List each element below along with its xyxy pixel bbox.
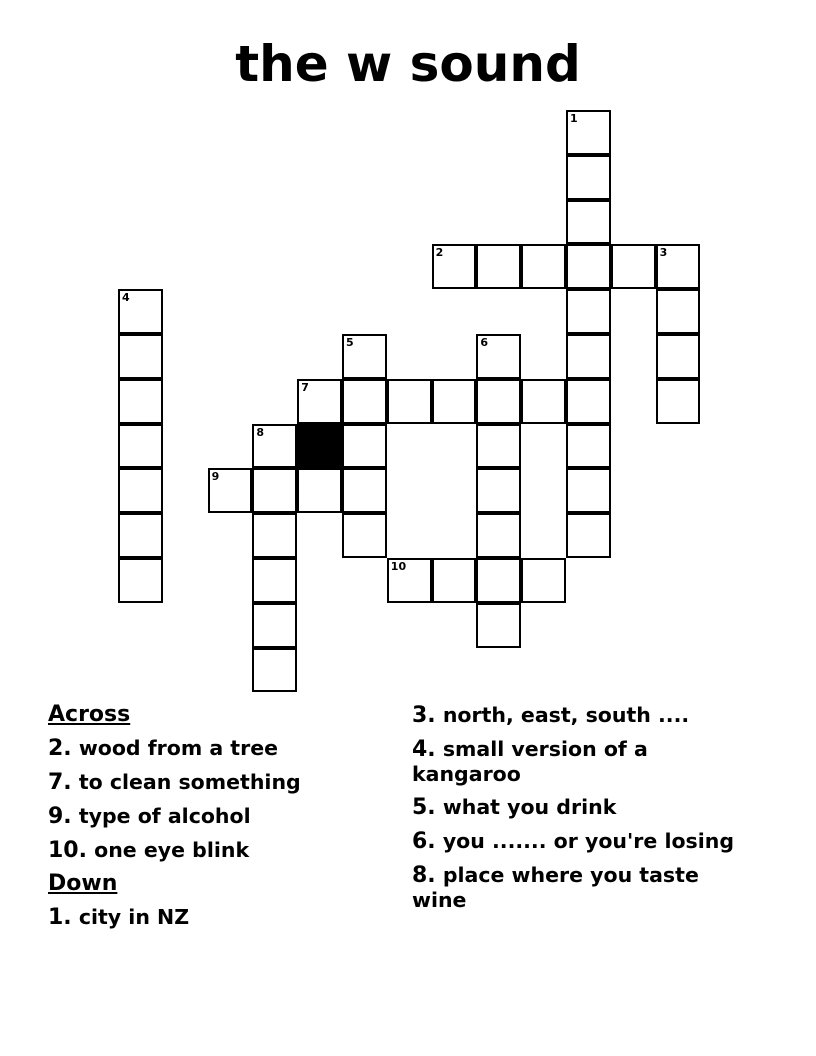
cell-number: 8	[256, 425, 265, 439]
grid-cell[interactable]	[118, 424, 163, 469]
clue-column-left	[48, 703, 388, 939]
grid-cell[interactable]	[432, 558, 477, 603]
clue-down-1: 1. city in NZ	[48, 905, 190, 930]
grid-cell[interactable]	[656, 334, 701, 379]
grid-cell[interactable]	[656, 244, 701, 289]
clue-across-7: 7. to clean something	[48, 770, 301, 795]
grid-cell[interactable]	[476, 379, 521, 424]
clue-down-8: 8. place where you taste wine	[412, 863, 699, 912]
grid-cell[interactable]	[252, 468, 297, 513]
across-heading: Across	[48, 702, 131, 727]
grid-cell[interactable]	[118, 289, 163, 334]
grid-cell[interactable]	[521, 558, 566, 603]
cell-number: 6	[480, 336, 489, 349]
clue-column-right	[412, 703, 752, 921]
grid-cell[interactable]	[566, 424, 611, 469]
grid-cell[interactable]	[566, 244, 611, 289]
grid-cell[interactable]	[118, 558, 163, 603]
grid-cell[interactable]	[476, 334, 521, 379]
cell-number: 1	[570, 112, 578, 125]
grid-cell[interactable]	[476, 558, 521, 603]
grid-cell[interactable]	[432, 244, 477, 289]
grid-cell[interactable]	[118, 513, 163, 558]
grid-cell[interactable]	[566, 200, 611, 245]
grid-cell[interactable]	[566, 513, 611, 558]
grid-cell[interactable]	[118, 379, 163, 424]
cell-number: 7	[301, 380, 309, 394]
grid-cell[interactable]	[566, 379, 611, 424]
grid-cell[interactable]	[297, 379, 342, 424]
grid-cell[interactable]	[476, 244, 521, 289]
grid-cell[interactable]	[566, 468, 611, 513]
grid-cell[interactable]	[252, 558, 297, 603]
grid-cell[interactable]	[342, 334, 387, 379]
grid-cell[interactable]	[118, 468, 163, 513]
clue-down-5: 5. what you drink	[412, 795, 617, 820]
clue-down-6: 6. you ....... or you're losing	[412, 829, 735, 854]
grid-cell[interactable]	[118, 334, 163, 379]
clue-across-9: 9. type of alcohol	[48, 804, 251, 829]
clue-down-3: 3. north, east, south ....	[412, 703, 690, 728]
grid-cell[interactable]	[432, 379, 477, 424]
grid-cell[interactable]	[521, 379, 566, 424]
grid-cell[interactable]	[252, 648, 297, 693]
grid-cell[interactable]	[297, 468, 342, 513]
grid-cell[interactable]	[342, 424, 387, 469]
puzzle-title: the w sound	[235, 35, 581, 93]
cell-number: 10	[390, 560, 407, 573]
clue-across-10: 10. one eye blink	[48, 838, 250, 863]
down-heading: Down	[48, 871, 118, 896]
clue-across-2: 2. wood from a tree	[48, 736, 279, 761]
clue-down-4: 4. small version of a kangaroo	[412, 737, 648, 786]
grid-cell[interactable]	[476, 603, 521, 648]
grid-cell[interactable]	[252, 424, 297, 469]
cell-number: 3	[659, 246, 668, 260]
cell-number: 5	[346, 336, 354, 349]
grid-cell[interactable]	[476, 468, 521, 513]
grid-cell[interactable]	[476, 424, 521, 469]
cell-number: 9	[211, 470, 220, 484]
grid-cell[interactable]	[252, 603, 297, 648]
cell-number: 2	[435, 246, 444, 260]
grid-cell[interactable]	[342, 513, 387, 558]
grid-cell[interactable]	[342, 468, 387, 513]
grid-cell[interactable]	[387, 558, 432, 603]
grid-cell[interactable]	[566, 155, 611, 200]
grid-cell[interactable]	[208, 468, 253, 513]
grid-cell[interactable]	[566, 334, 611, 379]
grid-cell[interactable]	[387, 379, 432, 424]
grid-cell[interactable]	[342, 379, 387, 424]
grid-cell[interactable]	[566, 289, 611, 334]
block-cell	[297, 424, 342, 469]
grid-cell[interactable]	[656, 289, 701, 334]
cell-number: 4	[122, 291, 130, 305]
grid-cell[interactable]	[656, 379, 701, 424]
grid-cell[interactable]	[521, 244, 566, 289]
grid-cell[interactable]	[611, 244, 656, 289]
grid-cell[interactable]	[476, 513, 521, 558]
grid-cell[interactable]	[566, 110, 611, 155]
grid-cell[interactable]	[252, 513, 297, 558]
